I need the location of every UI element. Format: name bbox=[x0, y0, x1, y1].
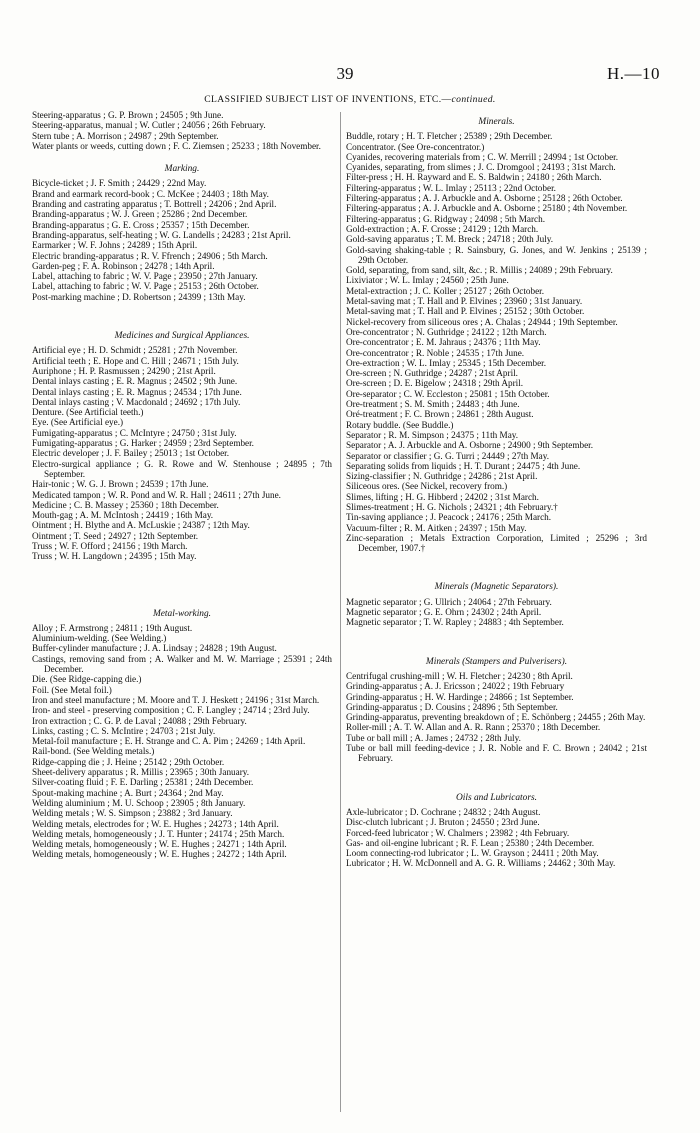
list-item: Siliceous ores. (See Nickel, recovery from.) bbox=[346, 481, 508, 492]
list-item: Ore-concentrator ; E. M. Jahraus ; 24376 ; 11th May. bbox=[346, 337, 541, 348]
list-item: Post-marking machine ; D. Robertson ; 24399 ; 13th May. bbox=[32, 291, 246, 302]
list-item: Artificial eye ; H. D. Schmidt ; 25281 ; 27th November. bbox=[32, 345, 238, 356]
section-heading-minerals: Minerals. bbox=[478, 117, 515, 127]
list-item: Fumigating-apparatus ; G. Harker ; 24959 ; 23rd September. bbox=[32, 438, 254, 449]
list-item: Iron extraction ; C. G. P. de Laval ; 24088 ; 29th February. bbox=[32, 715, 247, 726]
page-title bbox=[100, 94, 600, 105]
list-item: Metal-saving mat ; T. Hall and P. Elvines ; 25152 ; 30th October. bbox=[346, 306, 585, 317]
list-item: Sheet-delivery apparatus ; R. Millis ; 23965 ; 30th January. bbox=[32, 767, 250, 778]
list-item: Filtering-apparatus ; W. L. Imlay ; 25113 ; 22nd October. bbox=[346, 182, 556, 193]
section-minerals bbox=[346, 131, 647, 553]
list-item: Artificial teeth ; E. Hope and C. Hill ; 24671 ; 15th July. bbox=[32, 355, 239, 366]
list-item: Electric branding-apparatus ; R. V. Ffrench ; 24906 ; 5th March. bbox=[32, 250, 268, 261]
list-item: Ore-extraction ; W. L. Imlay ; 25345 ; 15th December. bbox=[346, 357, 547, 368]
list-item: Stern tube ; A. Morrison ; 24987 ; 29th September. bbox=[32, 130, 219, 141]
list-item: Alloy ; F. Armstrong ; 24811 ; 19th August. bbox=[32, 622, 193, 633]
list-item: Denture. (See Artificial teeth.) bbox=[32, 407, 144, 418]
list-item: Loom connecting-rod lubricator ; L. W. Grayson ; 24411 ; 20th May. bbox=[346, 848, 599, 859]
list-item: Brand and earmark record-book ; C. McKee ; 24403 ; 18th May. bbox=[32, 188, 269, 199]
column-divider bbox=[340, 112, 341, 1112]
list-item: Ore-screen ; D. E. Bigelow ; 24318 ; 29th April. bbox=[346, 378, 524, 389]
list-item: Welding metals, homogeneously ; J. T. Hunter ; 24174 ; 25th March. bbox=[32, 828, 285, 839]
list-item: Lixiviator ; W. L. Imlay ; 24560 ; 25th June. bbox=[346, 275, 509, 286]
list-item: Gas- and oil-engine lubricant ; R. F. Lean ; 25380 ; 24th December. bbox=[346, 837, 595, 848]
section-heading-marking: Marking. bbox=[164, 164, 200, 175]
list-item: Filter-press ; H. H. Rayward and E. S. Baldwin ; 24180 ; 26th March. bbox=[346, 172, 602, 183]
list-item: Ore-screen ; N. Guthridge ; 24287 ; 21st April. bbox=[346, 368, 518, 379]
list-item: Magnetic separator ; G. E. Ohrn ; 24302 ; 24th April. bbox=[346, 607, 542, 618]
section-oils bbox=[346, 807, 647, 869]
list-item: Buddle, rotary ; H. T. Fletcher ; 25389 ; 29th December. bbox=[346, 131, 553, 142]
list-item: Spout-making machine ; A. Burt ; 24364 ; 2nd May. bbox=[32, 787, 224, 798]
list-item: Label, attaching to fabric ; W. V. Page ; 23950 ; 27th January. bbox=[32, 271, 258, 282]
section-heading-stampers: Minerals (Stampers and Pulverisers). bbox=[425, 656, 568, 667]
list-item: Cyanides, recovering materials from ; C. W. Merrill ; 24994 ; 1st October. bbox=[346, 151, 618, 162]
list-item: Grinding-apparatus, preventing breakdown of ; E. Schönberg ; 24455 ; 26th May. bbox=[346, 712, 646, 723]
list-item: Cyanides, separating, from slimes ; J. C. Dromgool ; 24193 ; 31st March. bbox=[346, 162, 616, 173]
list-item: Foil. (See Metal foil.) bbox=[32, 684, 112, 695]
list-item: Rotary buddle. (See Buddle.) bbox=[346, 419, 454, 430]
list-item: Slimes, lifting ; H. G. Hibberd ; 24202 ; 31st March. bbox=[346, 491, 539, 502]
list-item: Separator ; A. J. Arbuckle and A. Osborne ; 24900 ; 9th September. bbox=[346, 440, 594, 451]
list-item: Truss ; W. F. Offord ; 24156 ; 19th March. bbox=[32, 540, 188, 551]
list-item: Gold-extraction ; A. F. Crosse ; 24129 ; 12th March. bbox=[346, 223, 539, 234]
section-marking bbox=[32, 178, 332, 302]
list-item: Gold-saving apparatus ; T. M. Breck ; 24718 ; 20th July. bbox=[346, 234, 554, 245]
list-item: Iron- and steel - preserving composition ; C. F. Langley ; 24714 ; 23rd July. bbox=[32, 705, 310, 716]
list-item: Ore-separator ; C. W. Eccleston ; 25081 ; 15th October. bbox=[346, 388, 550, 399]
section-stampers bbox=[346, 671, 647, 764]
list-item: Branding-apparatus ; G. E. Cross ; 25357 ; 15th December. bbox=[32, 219, 250, 230]
list-item: Zinc-separation ; Metals Extraction Corporation, Limited ; 25296 ; 3rd December, 1907.† bbox=[346, 532, 647, 554]
list-item: Welding metals ; W. S. Simpson ; 23882 ; 3rd January. bbox=[32, 808, 233, 819]
list-item: Branding-apparatus, self-heating ; W. G. Landells ; 24283 ; 21st April. bbox=[32, 229, 291, 240]
list-item: Dental inlays casting ; E. R. Magnus ; 24502 ; 9th June. bbox=[32, 376, 238, 387]
list-item: Filtering-apparatus ; A. J. Arbuckle and A. Osborne ; 25180 ; 4th November. bbox=[346, 203, 628, 214]
list-item: Grinding-apparatus ; D. Cousins ; 24896 ; 5th September. bbox=[346, 701, 558, 712]
page-number: 39 bbox=[336, 64, 354, 83]
list-item: Label, attaching to fabric ; W. V. Page ; 25153 ; 26th October. bbox=[32, 281, 259, 292]
list-item: Ointment ; H. Blythe and A. McLuskie ; 24387 ; 12th May. bbox=[32, 520, 250, 531]
list-item: Fumigating-apparatus ; C. McIntyre ; 24750 ; 31st July. bbox=[32, 427, 237, 438]
list-item: Axle-lubricator ; D. Cochrane ; 24832 ; 24th August. bbox=[346, 806, 541, 817]
section-medicines bbox=[32, 345, 332, 561]
list-item: Rail-bond. (See Welding metals.) bbox=[32, 746, 155, 757]
right-column bbox=[346, 110, 647, 869]
list-item: Water plants or weeds, cutting down ; F. C. Ziemsen ; 25233 ; 18th November. bbox=[32, 140, 321, 151]
list-item: Earmarker ; W. F. Johns ; 24289 ; 15th April. bbox=[32, 240, 198, 251]
list-item: Dental inlays casting ; V. Macdonald ; 24692 ; 17th July. bbox=[32, 396, 241, 407]
list-item: Gold, separating, from sand, silt, &c. ; R. Millis ; 24089 ; 29th February. bbox=[346, 265, 613, 276]
list-item: Metal-extraction ; J. C. Koller ; 25127 ; 26th October. bbox=[346, 285, 545, 296]
list-item: Steering-apparatus ; G. P. Brown ; 24505 ; 9th June. bbox=[32, 110, 224, 120]
list-item: Nickel-recovery from siliceous ores ; A. Chalas ; 24944 ; 19th September. bbox=[346, 316, 618, 327]
list-item: Castings, removing sand from ; A. Walker and M. W. Marriage ; 25391 ; 24th December. bbox=[32, 653, 332, 675]
list-item: Ore-treatment ; S. M. Smith ; 24483 ; 4th June. bbox=[346, 399, 520, 410]
list-item: Garden-peg ; F. A. Robinson ; 24278 ; 14th April. bbox=[32, 260, 215, 271]
list-item: Welding aluminium ; M. U. Schoop ; 23905 ; 8th January. bbox=[32, 797, 246, 808]
list-item: Tin-saving appliance ; J. Peacock ; 24176 ; 25th March. bbox=[346, 512, 552, 523]
list-item: Auriphone ; H. P. Rasmussen ; 24290 ; 21st April. bbox=[32, 365, 216, 376]
left-column bbox=[32, 110, 332, 860]
list-item: Eye. (See Artificial eye.) bbox=[32, 417, 124, 428]
list-item: Separator or classifier ; G. G. Turri ; 24449 ; 27th May. bbox=[346, 450, 550, 461]
list-item: Oré-treatment ; F. C. Brown ; 24861 ; 28th August. bbox=[346, 409, 534, 420]
list-item: Ointment ; T. Seed ; 24927 ; 12th September. bbox=[32, 530, 199, 541]
list-item: Truss ; W. H. Langdown ; 24395 ; 15th May. bbox=[32, 551, 197, 562]
list-item: Branding and castrating apparatus ; T. Bottrell ; 24206 ; 2nd April. bbox=[32, 199, 277, 210]
list-item: Concentrator. (See Ore-concentrator.) bbox=[346, 141, 485, 152]
list-item: Steering-apparatus, manual ; W. Cutler ; 24056 ; 26th February. bbox=[32, 120, 266, 131]
list-item: Metal-foil manufacture ; E. H. Strange and C. A. Pim ; 24269 ; 14th April. bbox=[32, 736, 306, 747]
page-title-continued: continued. bbox=[451, 94, 496, 105]
list-item: Tube or ball mill ; A. James ; 24732 ; 28th July. bbox=[346, 732, 521, 743]
list-item: Bicycle-ticket ; J. F. Smith ; 24429 ; 22nd May. bbox=[32, 178, 207, 189]
page-title-text: CLASSIFIED SUBJECT LIST OF INVENTIONS, ETC.— bbox=[204, 94, 452, 105]
list-item: Aluminium-welding. (See Welding.) bbox=[32, 633, 167, 644]
document-code: H.—10 bbox=[606, 64, 660, 83]
list-item: Die. (See Ridge-capping die.) bbox=[32, 674, 142, 685]
list-item: Welding metals, electrodes for ; W. E. Hughes ; 24273 ; 14th April. bbox=[32, 818, 279, 829]
list-item: Iron and steel manufacture ; M. Moore and T. J. Heskett ; 24196 ; 31st March. bbox=[32, 694, 320, 705]
list-item: Buffer-cylinder manufacture ; J. A. Lindsay ; 24828 ; 19th August. bbox=[32, 643, 277, 654]
section-heading-metal-working: Metal-working. bbox=[152, 608, 212, 619]
list-item: Electric developer ; J. F. Bailey ; 25013 ; 1st October. bbox=[32, 448, 230, 459]
section-magnetic-separators bbox=[346, 597, 647, 628]
section-heading-medicines: Medicines and Surgical Appliances. bbox=[114, 331, 250, 342]
list-item: Medicine ; C. B. Massey ; 25360 ; 18th December. bbox=[32, 499, 219, 510]
list-item: Vacuum-filter ; R. M. Aitken ; 24397 ; 15th May. bbox=[346, 522, 527, 533]
list-item: Ore-concentrator ; N. Guthridge ; 24122 ; 12th March. bbox=[346, 326, 547, 337]
list-item: Links, casting ; C. S. McIntire ; 24703 ; 21st July. bbox=[32, 725, 216, 736]
list-item: Dental inlays casting ; E. R. Magnus ; 24534 ; 17th June. bbox=[32, 386, 242, 397]
list-item: Medicated tampon ; W. R. Pond and W. R. Hall ; 24611 ; 27th June. bbox=[32, 489, 281, 500]
list-item: Sizing-classifier ; N. Guthridge ; 24286 ; 21st April. bbox=[346, 471, 538, 482]
list-item: Grinding-apparatus ; A. J. Ericsson ; 24022 ; 19th February bbox=[346, 681, 565, 692]
list-item: Ore-concentrator ; R. Noble ; 24535 ; 17th June. bbox=[346, 347, 525, 358]
list-item: Centrifugal crushing-mill ; W. H. Fletcher ; 24230 ; 8th April. bbox=[346, 670, 573, 681]
list-item: Gold-saving shaking-table ; R. Sainsbury, G. Jones, and W. Jenkins ; 25139 ; 29th October. bbox=[346, 244, 647, 265]
list-item: Separating solids from liquids ; H. T. Durant ; 24475 ; 4th June. bbox=[346, 460, 581, 471]
list-item: Filtering-apparatus ; A. J. Arbuckle and A. Osborne ; 25128 ; 26th October. bbox=[346, 193, 623, 204]
list-item: Electro-surgical appliance ; G. R. Rowe and W. Stenhouse ; 24895 ; 7th September. bbox=[32, 458, 332, 479]
section-metal-working bbox=[32, 623, 332, 860]
list-item: Forced-feed lubricator ; W. Chalmers ; 23982 ; 4th February. bbox=[346, 827, 570, 838]
list-item: Filtering-apparatus ; G. Ridgway ; 24098 ; 5th March. bbox=[346, 213, 546, 224]
list-item: Welding metals, homogeneously ; W. E. Hughes ; 24271 ; 14th April. bbox=[32, 839, 287, 850]
list-item: Branding-apparatus ; W. J. Green ; 25286 ; 2nd December. bbox=[32, 209, 248, 220]
list-item: Silver-coating fluid ; F. E. Darling ; 25381 ; 24th December. bbox=[32, 777, 254, 788]
list-item: Roller-mill ; A. T. W. Allan and A. R. Rann ; 25370 ; 18th December. bbox=[346, 722, 601, 733]
section-heading-oils: Oils and Lubricators. bbox=[455, 792, 537, 803]
section-intro bbox=[32, 110, 332, 151]
list-item: Hair-tonic ; W. G. J. Brown ; 24539 ; 17th June. bbox=[32, 479, 209, 490]
list-item: Tube or ball mill feeding-device ; J. R. Noble and F. C. Brown ; 24042 ; 21st February. bbox=[346, 743, 647, 764]
list-item: Disc-clutch lubricant ; J. Bruton ; 24550 ; 23rd June. bbox=[346, 817, 540, 828]
list-item: Welding metals, homogeneously ; W. E. Hughes ; 24272 ; 14th April. bbox=[32, 849, 287, 860]
list-item: Ridge-capping die ; J. Heine ; 25142 ; 29th October. bbox=[32, 756, 225, 767]
list-item: Magnetic separator ; T. W. Rapley ; 24883 ; 4th September. bbox=[346, 617, 564, 628]
list-item: Lubricator ; H. W. McDonnell and A. G. R. Williams ; 24462 ; 30th May. bbox=[346, 858, 616, 869]
list-item: Slimes-treatment ; H. G. Nichols ; 24321 ; 4th February.† bbox=[346, 501, 558, 512]
list-item: Separator ; R. M. Simpson ; 24375 ; 11th May. bbox=[346, 429, 519, 440]
section-heading-magnetic-separators: Minerals (Magnetic Separators). bbox=[434, 582, 559, 593]
list-item: Magnetic separator ; G. Ullrich ; 24064 ; 27th February. bbox=[346, 596, 552, 607]
list-item: Grinding-apparatus ; H. W. Hardinge ; 24866 ; 1st September. bbox=[346, 691, 574, 702]
list-item: Mouth-gag ; A. M. McIntosh ; 24419 ; 16th May. bbox=[32, 510, 214, 521]
list-item: Metal-saving mat ; T. Hall and P. Elvines ; 23960 ; 31st January. bbox=[346, 296, 583, 307]
